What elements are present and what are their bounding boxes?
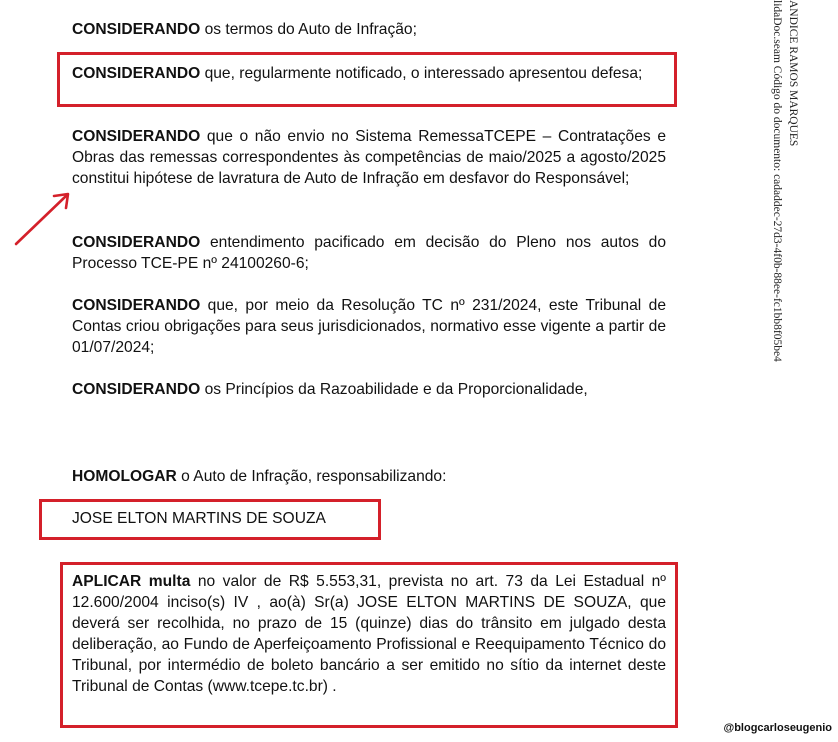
paragraph-text: os termos do Auto de Infração; [200,21,417,38]
paragraph-text: o Auto de Infração, responsabilizando: [176,468,447,485]
considerando-paragraph-4 [72,232,666,274]
paragraph-lead: APLICAR multa [72,573,191,590]
paragraph-text: os Princípios da Razoabilidade e da Proporcionalidade, [200,381,588,398]
paragraph-text: que, por meio da Resolução TC nº 231/2024, este Tribunal de Contas criou obrigações para seus jurisdicionados, normativo esse vigente a partir de 01/07/2024; [72,297,666,356]
margin-stamp-signer: ANDICE RAMOS MARQUES [787,0,799,147]
homologar-paragraph [72,466,666,487]
paragraph-text: no valor de R$ 5.553,31, prevista no art. 73 da Lei Estadual nº 12.600/2004 inciso(s) IV , ao(à) Sr(a) JOSE ELTON MARTINS DE SOUZA, que deverá ser recolhida, no prazo de 15 (quinze) dias do trânsito em julgado desta deliberação, ao Fundo de Aperfeiçoamento Profissional e Reequipamento Técnico do Tribunal, por intermédio de boleto bancário a ser emitido no sítio da internet deste Tribunal de Contas (www.tcepe.tc.br) . [72,573,666,695]
paragraph-text: entendimento pacificado em decisão do Pleno nos autos do Processo TCE-PE nº 24100260-6; [72,234,666,272]
considerando-paragraph-3 [72,126,666,189]
paragraph-text: que, regularmente notificado, o interessado apresentou defesa; [200,65,643,82]
paragraph-lead: CONSIDERANDO [72,381,201,398]
watermark-handle: @blogcarloseugenio [723,722,832,734]
paragraph-lead: CONSIDERANDO [72,21,201,38]
paragraph-lead: HOMOLOGAR [72,468,177,485]
considerando-paragraph-6 [72,379,666,400]
considerando-paragraph-2 [72,63,666,84]
margin-stamp-document-code: lidaDoc.seam Código do documento: cadaddec-27d3-4f0b-88ee-fc1bb8f05be4 [771,0,783,362]
responsible-name: JOSE ELTON MARTINS DE SOUZA [72,510,326,527]
paragraph-lead: CONSIDERANDO [72,65,201,82]
paragraph-lead: CONSIDERANDO [72,234,201,251]
paragraph-text: que o não envio no Sistema RemessaTCEPE – Contratações e Obras das remessas correspondentes às competências de maio/2025 a agosto/2025 constitui hipótese de lavratura de Auto de Infração em desfavor do Responsável; [72,128,666,187]
considerando-paragraph-1 [72,19,666,40]
aplicar-multa-paragraph [72,571,666,697]
paragraph-lead: CONSIDERANDO [72,297,201,314]
considerando-paragraph-5 [72,295,666,358]
paragraph-lead: CONSIDERANDO [72,128,201,145]
